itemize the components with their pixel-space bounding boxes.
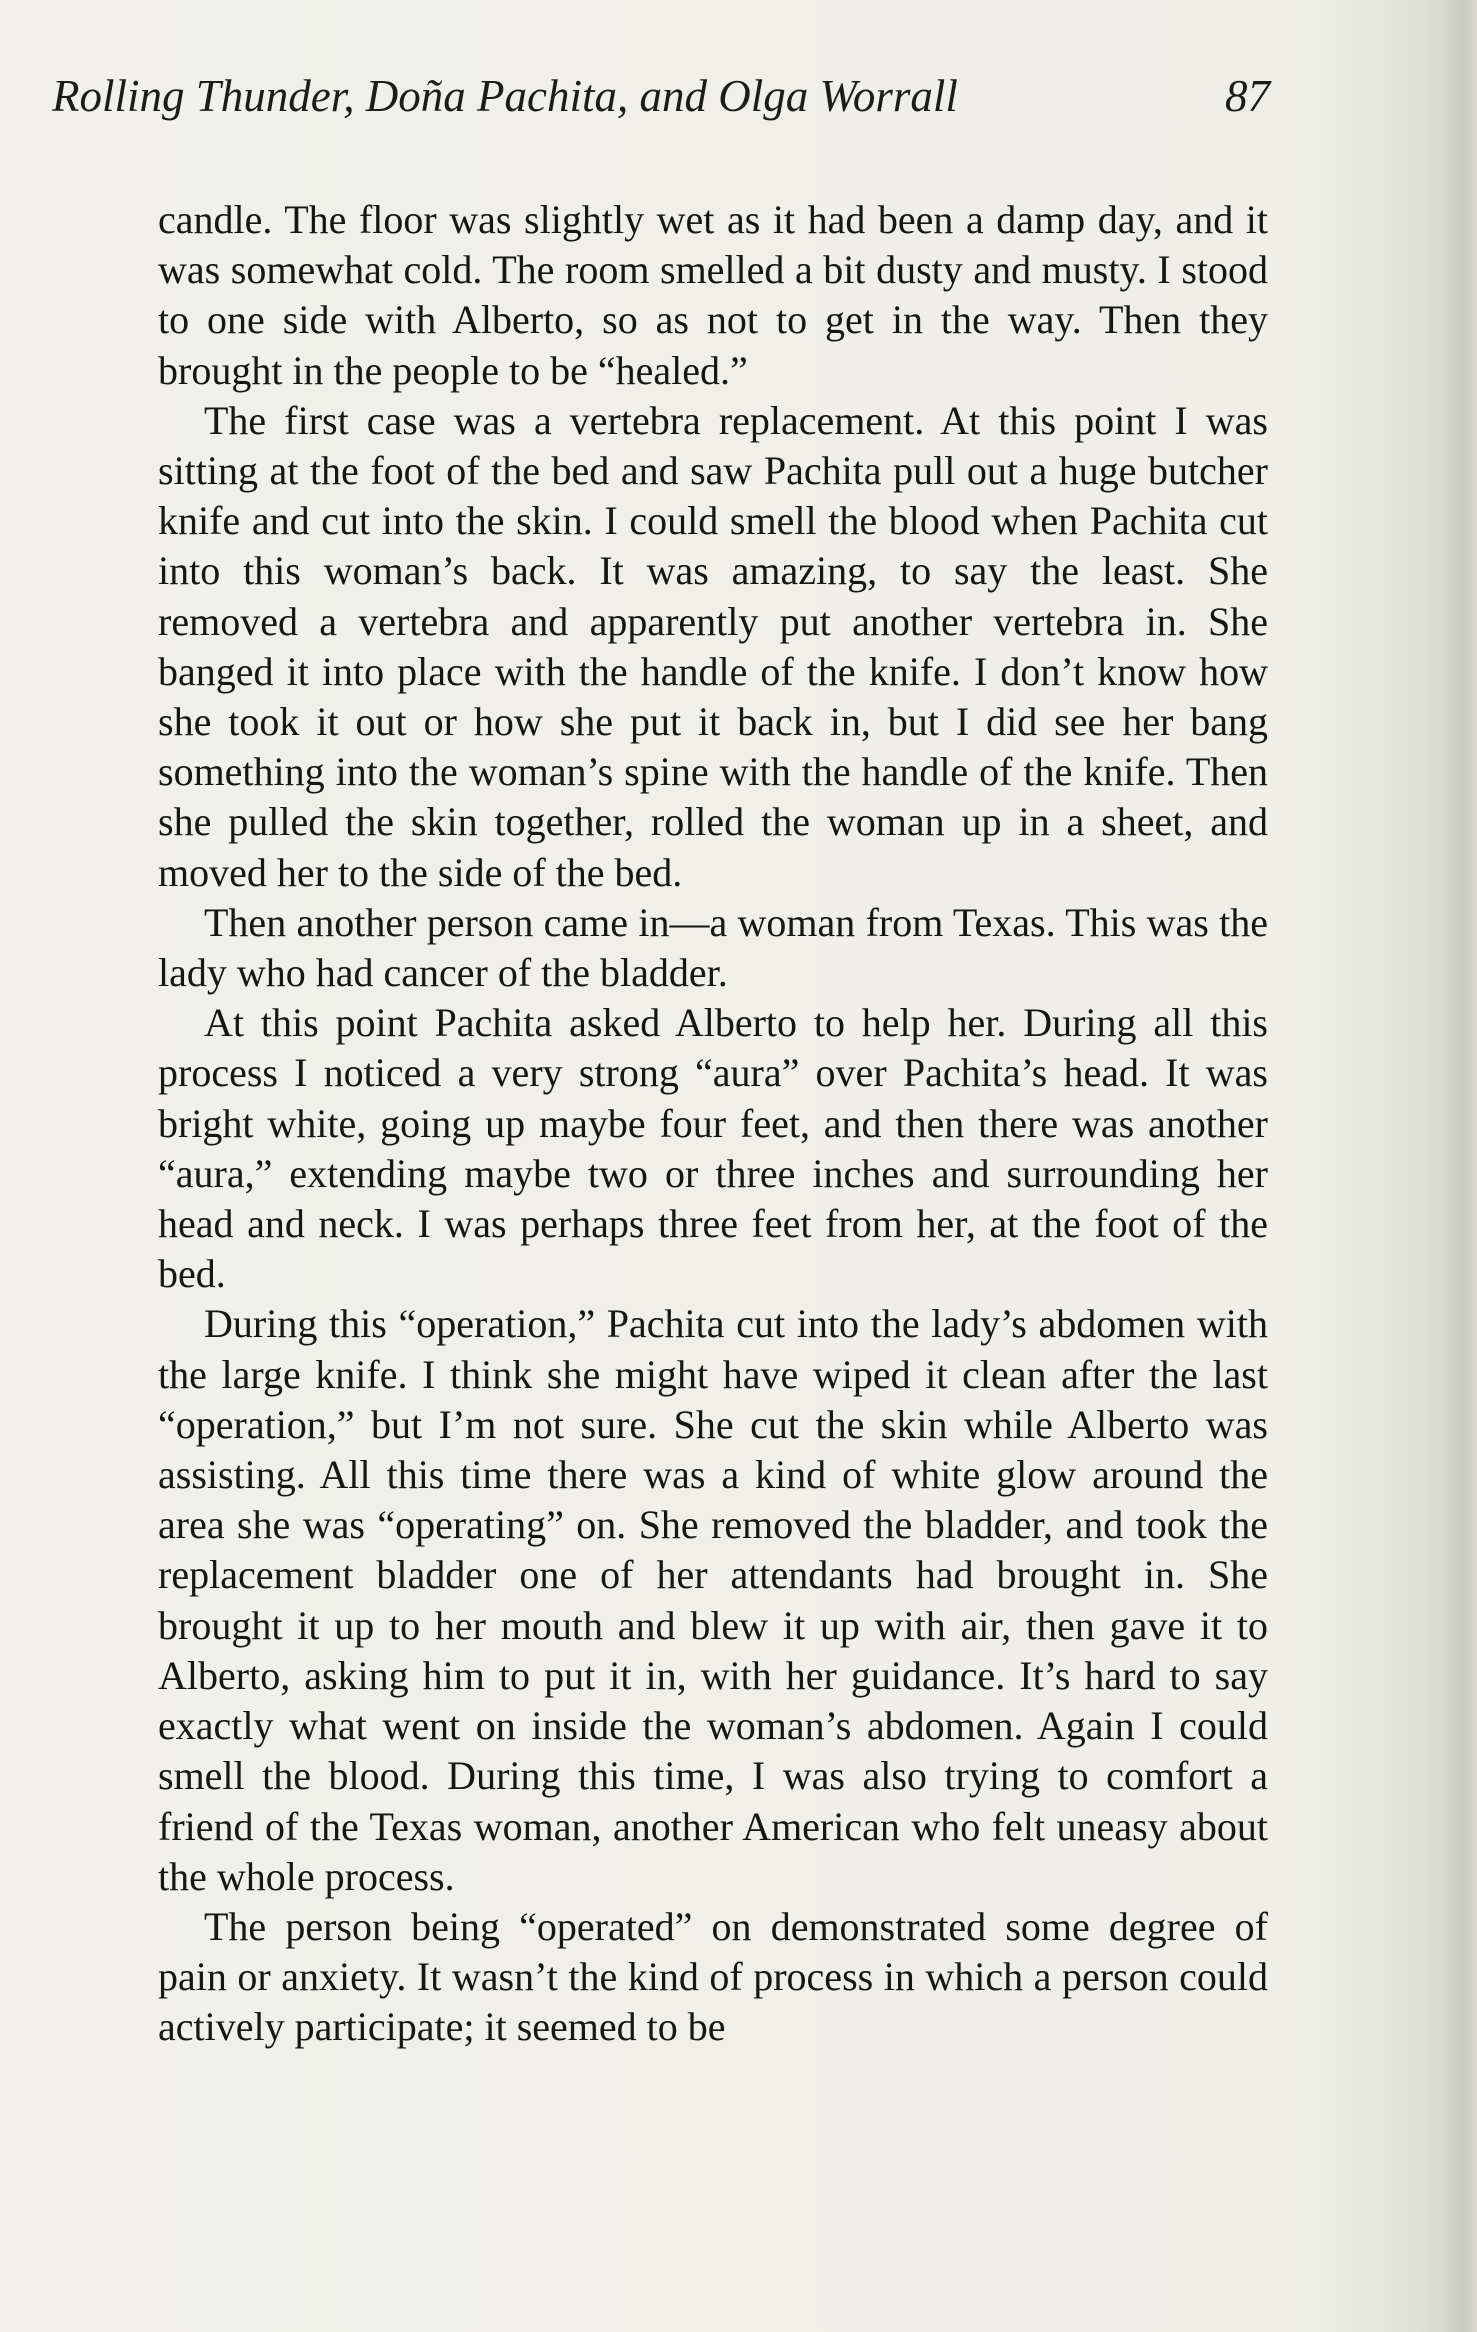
body-text: [158, 195, 1268, 2053]
paragraph: Then another person came in—a woman from Texas. This was the lady who had cancer of the bladder.: [158, 899, 1268, 996]
running-head: [52, 70, 1270, 130]
page-gutter-shadow: [1441, 0, 1477, 2332]
paragraph-continued: candle. The floor was slightly wet as it had been a damp day, and it was somewhat cold. The room smelled a bit dusty and musty. I stood to one side with Alberto, so as not to get in the way. Then they brought in the people to be “healed.”: [158, 197, 1268, 393]
page-number: 87: [1225, 71, 1270, 121]
paragraph: The person being “operated” on demonstrated some degree of pain or anxiety. It wasn’t the kind of process in which a person could actively participate; it seemed to be: [158, 1903, 1268, 2050]
paragraph: The first case was a vertebra replacement. At this point I was sitting at the foot of the bed and saw Pachita pull out a huge butcher knife and cut into the skin. I could smell the blood when Pachita cut into this woman’s back. It was amazing, to say the least. She removed a vertebra and apparently put another vertebra in. She banged it into place with the handle of the knife. I don’t know how she took it out or how she put it back in, but I did see her bang something into the woman’s spine with the handle of the knife. Then she pulled the skin together, rolled the woman up in a sheet, and moved her to the side of the bed.: [158, 397, 1268, 895]
paragraph: At this point Pachita asked Alberto to help her. During all this process I noticed a very strong “aura” over Pachita’s head. It was bright white, going up maybe four feet, and then there was another “aura,” extending maybe two or three inches and surrounding her head and neck. I was perhaps three feet from her, at the foot of the bed.: [158, 1000, 1268, 1297]
paragraph: During this “operation,” Pachita cut into the lady’s abdomen with the large knife. I think she might have wiped it clean after the last “operation,” but I’m not sure. She cut the skin while Alberto was assisting. All this time there was a kind of white glow around the area she was “operating” on. She removed the bladder, and took the replacement bladder one of her attendants had brought in. She brought it up to her mouth and blew it up with air, then gave it to Alberto, asking him to put it in, with her guidance. It’s hard to say exactly what went on inside the woman’s abdomen. Again I could smell the blood. During this time, I was also trying to comfort a friend of the Texas woman, another American who felt uneasy about the whole process.: [158, 1301, 1268, 1899]
chapter-title: Rolling Thunder, Doña Pachita, and Olga Worrall: [52, 71, 958, 121]
